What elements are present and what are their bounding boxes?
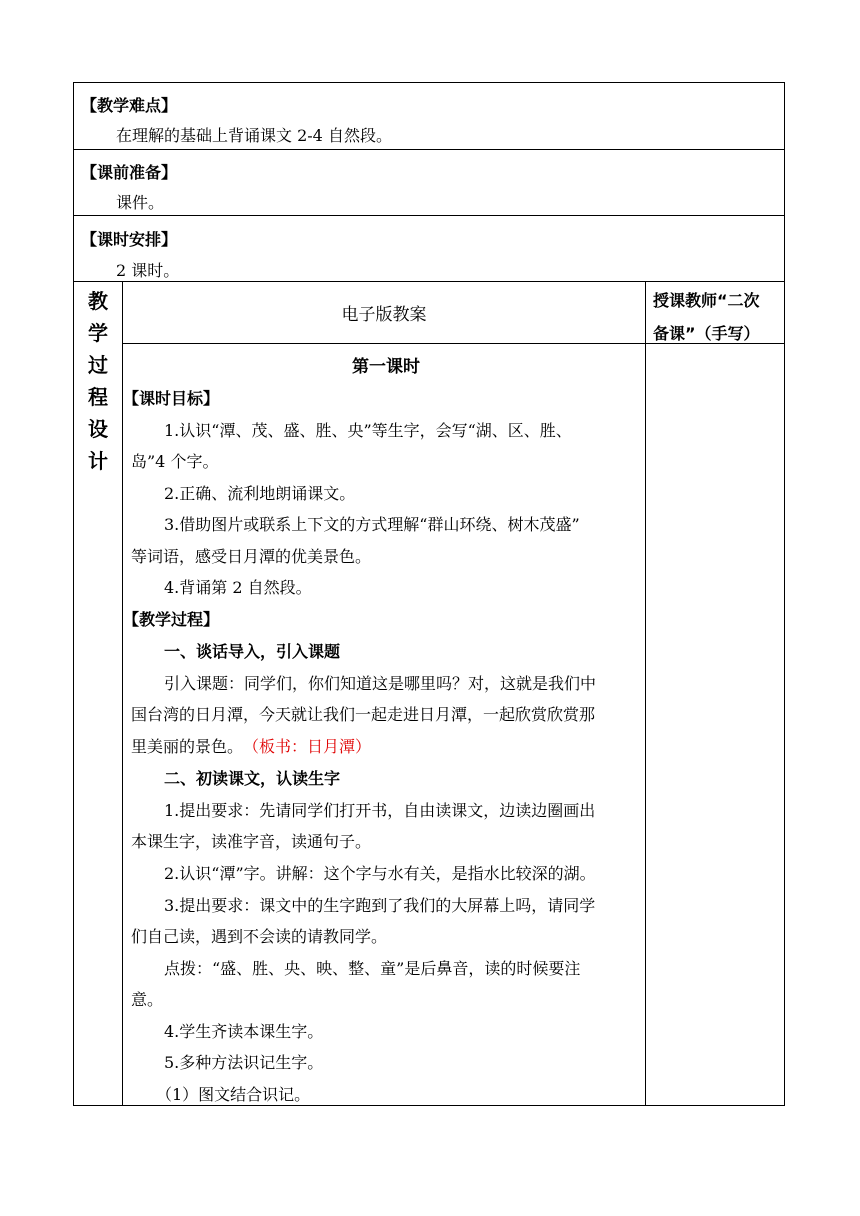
section-1-para-line-1: 引入课题：同学们，你们知道这是哪里吗？对，这就是我们中 — [164, 674, 597, 693]
difficulty-heading: 【教学难点】 — [81, 96, 178, 115]
section-2-item-1-line-1: 1.提出要求：先请同学们打开书，自由读课文，边读边圈画出 — [164, 801, 596, 820]
goal-4: 4.背诵第 2 自然段。 — [164, 578, 312, 597]
prep-text: 课件。 — [116, 193, 165, 212]
section-1-para-text: 里美丽的景色。 — [131, 737, 244, 756]
process-label-char: 计 — [88, 449, 108, 473]
section-2-title: 二、初读课文，认读生字 — [164, 769, 341, 788]
main-column-title: 电子版教案 — [341, 305, 427, 325]
section-2-item-5: 5.多种方法识记生字。 — [164, 1053, 324, 1072]
section-2-tip-line-1: 点拨：“盛、胜、央、映、整、童”是后鼻音，读的时候要注 — [164, 959, 581, 978]
board-note: （板书：日月潭） — [251, 737, 372, 756]
table-border-right — [784, 82, 785, 1106]
section-2-item-5-sub-1: （1）图文结合识记。 — [156, 1085, 311, 1104]
side-column-header — [653, 286, 783, 342]
section-1-para-line-3 — [131, 734, 641, 757]
side-column-title-line1: 授课教师“二次 — [653, 291, 760, 310]
goal-3-line-2: 等词语，感受日月潭的优美景色。 — [131, 547, 372, 566]
process-heading: 【教学过程】 — [123, 610, 220, 629]
section-2-item-1-line-2: 本课生字，读准字音，读通句子。 — [131, 832, 372, 851]
prep-heading: 【课前准备】 — [81, 163, 178, 182]
section-2-item-2: 2.认识“潭”字。讲解：这个字与水有关，是指水比较深的湖。 — [164, 864, 596, 883]
process-label-char: 设 — [88, 417, 108, 441]
section-2-item-3-line-1: 3.提出要求：课文中的生字跑到了我们的大屏幕上吗，请同学 — [164, 896, 596, 915]
schedule-text: 2 课时。 — [116, 261, 180, 280]
process-label-char: 学 — [88, 321, 108, 345]
table-border-top — [73, 82, 785, 83]
process-label-char: 程 — [88, 385, 108, 409]
goals-heading: 【课时目标】 — [123, 389, 220, 408]
section-2-item-3-line-2: 们自己读，遇到不会读的请教同学。 — [131, 927, 388, 946]
goal-1-line-1: 1.认识“潭、茂、盛、胜、央”等生字，会写“湖、区、胜、 — [164, 421, 572, 440]
section-2-tip-line-2: 意。 — [131, 990, 164, 1009]
lesson-content — [123, 344, 641, 1104]
difficulty-text: 在理解的基础上背诵课文 2-4 自然段。 — [116, 126, 392, 145]
lesson-plan-table — [73, 82, 785, 1105]
process-label-char: 教 — [88, 289, 108, 313]
session-title: 第一课时 — [352, 357, 420, 377]
row-divider — [73, 215, 785, 216]
goal-3-line-1: 3.借助图片或联系上下文的方式理解“群山环绕、树木茂盛” — [164, 515, 580, 534]
side-column-title-line2: 备课”（手写） — [653, 324, 760, 343]
schedule-heading: 【课时安排】 — [81, 230, 178, 249]
table-border-left — [73, 82, 74, 1106]
row-divider — [73, 149, 785, 150]
process-label — [74, 285, 122, 485]
process-label-char: 过 — [88, 353, 108, 377]
goal-1-line-2: 岛”4 个字。 — [131, 452, 219, 471]
goal-2: 2.正确、流利地朗诵课文。 — [164, 484, 356, 503]
section-1-title: 一、谈话导入，引入课题 — [164, 642, 341, 661]
main-column-header — [123, 282, 645, 343]
table-border-bottom — [73, 1105, 785, 1106]
handwritten-notes-area — [646, 344, 784, 1105]
section-2-item-4: 4.学生齐读本课生字。 — [164, 1022, 324, 1041]
section-1-para-line-2: 国台湾的日月潭，今天就让我们一起走进日月潭，一起欣赏欣赏那 — [131, 705, 596, 724]
